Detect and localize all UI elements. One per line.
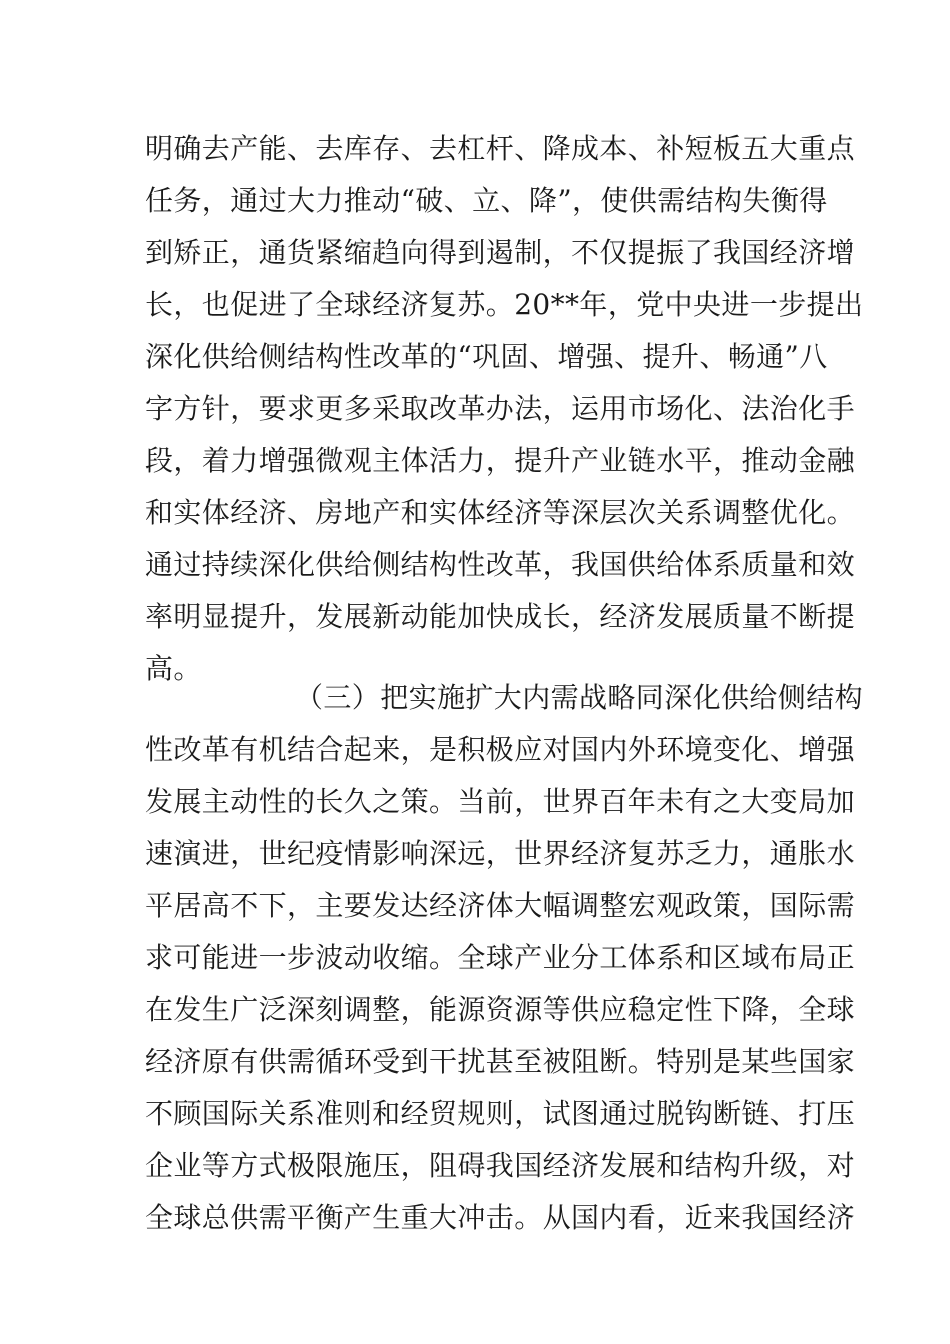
paragraph-line: 不顾国际关系准则和经贸规则，试图通过脱钩断链、打压 xyxy=(145,1097,856,1130)
paragraph-1 xyxy=(145,123,864,695)
paragraph-line: 速演进，世纪疫情影响深远，世界经济复苏乏力，通胀水 xyxy=(145,837,856,870)
paragraph-line: 求可能进一步波动收缩。全球产业分工体系和区域布局正 xyxy=(145,941,856,974)
paragraph-2 xyxy=(145,672,864,1244)
paragraph-line: 经济原有供需循环受到干扰甚至被阻断。特别是某些国家 xyxy=(145,1045,856,1078)
paragraph-line: 企业等方式极限施压，阻碍我国经济发展和结构升级，对 xyxy=(145,1149,856,1182)
paragraph-line: 任务，通过大力推动“破、立、降”，使供需结构失衡得 xyxy=(145,184,828,217)
paragraph-line: 长，也促进了全球经济复苏。20**年，党中央进一步提出 xyxy=(145,288,864,321)
paragraph-line: 和实体经济、房地产和实体经济等深层次关系调整优化。 xyxy=(145,496,856,529)
paragraph-line: 全球总供需平衡产生重大冲击。从国内看，近来我国经济 xyxy=(145,1201,856,1234)
paragraph-line: 发展主动性的长久之策。当前，世界百年未有之大变局加 xyxy=(145,785,856,818)
paragraph-line: 性改革有机结合起来，是积极应对国内外环境变化、增强 xyxy=(145,733,856,766)
paragraph-line: 明确去产能、去库存、去杠杆、降成本、补短板五大重点 xyxy=(145,132,856,165)
paragraph-line: 通过持续深化供给侧结构性改革，我国供给体系质量和效 xyxy=(145,548,856,581)
paragraph-line: 字方针，要求更多采取改革办法，运用市场化、法治化手 xyxy=(145,392,856,425)
section-heading-line: （三）把实施扩大内需战略同深化供给侧结构 xyxy=(295,681,864,714)
paragraph-line: 在发生广泛深刻调整，能源资源等供应稳定性下降，全球 xyxy=(145,993,856,1026)
paragraph-line: 到矫正，通货紧缩趋向得到遏制，不仅提振了我国经济增 xyxy=(145,236,856,269)
paragraph-line: 率明显提升，发展新动能加快成长，经济发展质量不断提 xyxy=(145,600,856,633)
paragraph-line: 深化供给侧结构性改革的“巩固、增强、提升、畅通”八 xyxy=(145,340,828,373)
paragraph-line: 段，着力增强微观主体活力，提升产业链水平，推动金融 xyxy=(145,444,856,477)
paragraph-line: 平居高不下，主要发达经济体大幅调整宏观政策，国际需 xyxy=(145,889,856,922)
paragraph-line: 高。 xyxy=(145,652,202,685)
